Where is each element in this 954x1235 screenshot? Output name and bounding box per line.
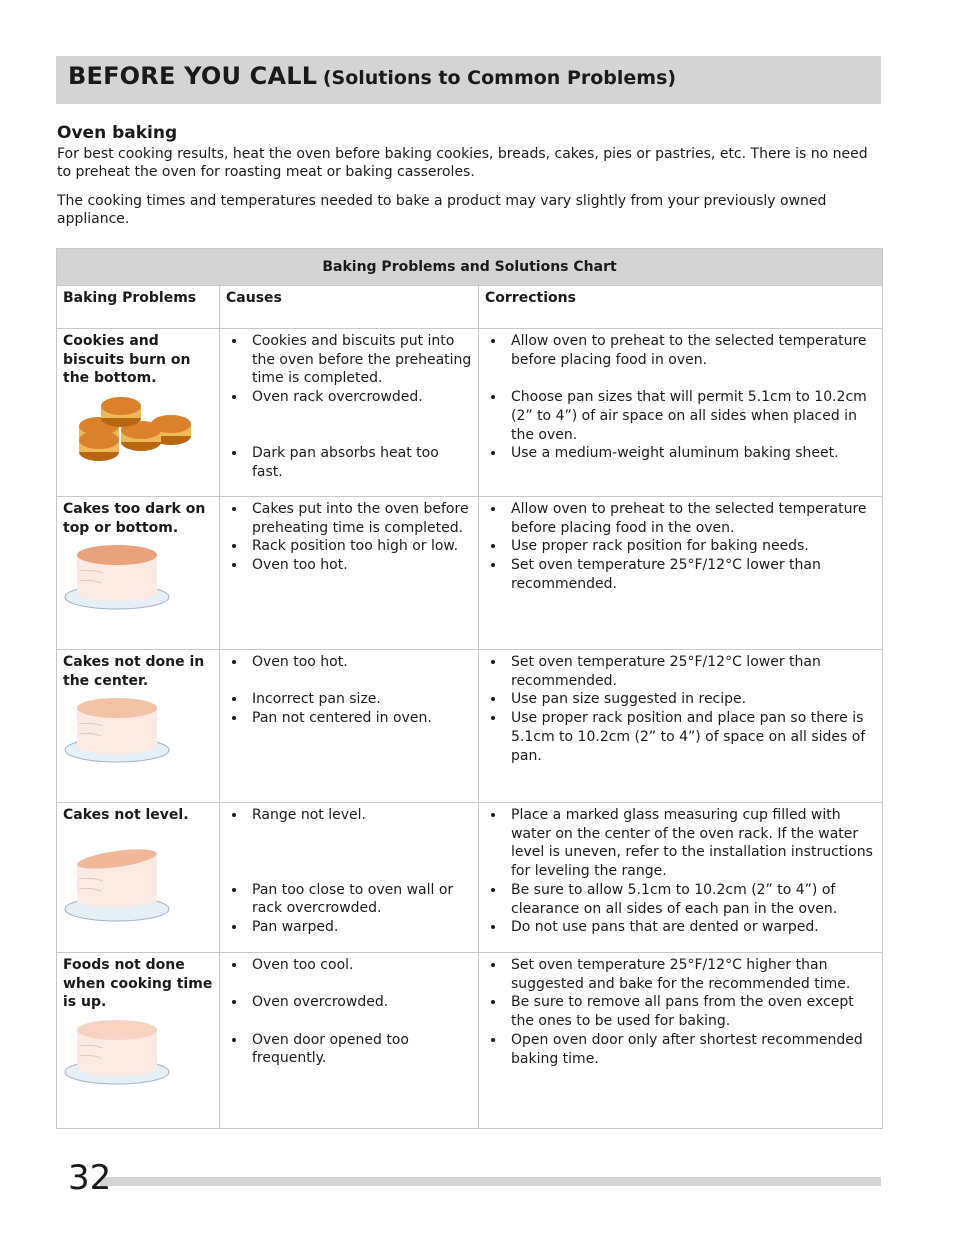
causes-cell xyxy=(220,329,479,497)
tilted-cake-icon xyxy=(63,845,175,925)
correction-item: • Open oven door only after shortest recommended baking time. xyxy=(506,1031,877,1068)
cause-item: • Cookies and biscuits put into the oven before the preheating time is completed. xyxy=(247,332,473,388)
cause-item: • Oven overcrowded. xyxy=(247,993,473,1012)
cause-item: • Oven too cool. xyxy=(247,956,473,975)
cake-icon xyxy=(63,1020,175,1086)
cause-item: • Pan too close to oven wall or rack overcrowded. xyxy=(247,881,473,918)
problem-label: Foods not done when cooking time is up. xyxy=(63,957,213,1011)
correction-item: • Allow oven to preheat to the selected temperature before placing food in oven. xyxy=(506,332,877,369)
correction-item: • Use proper rack position and place pan so there is 5.1cm to 10.2cm (2” to 4”) of space on all sides of pan. xyxy=(506,709,877,765)
problem-label: Cakes not level. xyxy=(63,807,189,823)
column-header-causes: Causes xyxy=(220,286,479,329)
chart-title: Baking Problems and Solutions Chart xyxy=(57,249,883,286)
header-bar xyxy=(56,56,881,104)
problem-label: Cakes too dark on top or bottom. xyxy=(63,501,206,536)
problem-cell xyxy=(57,650,220,803)
intro-paragraph-1: For best cooking results, heat the oven before baking cookies, breads, cakes, pies or pastries, etc. There is no need to preheat the oven for roasting meat or baking casseroles. xyxy=(57,146,868,180)
causes-cell xyxy=(220,953,479,1129)
page-title xyxy=(68,62,676,90)
intro-paragraph-2: The cooking times and temperatures needed to bake a product may vary slightly from your previously owned appliance. xyxy=(57,193,827,227)
correction-item: • Set oven temperature 25°F/12°C lower than recommended. xyxy=(506,556,877,593)
correction-item: • Set oven temperature 25°F/12°C lower than recommended. xyxy=(506,653,877,690)
table-row xyxy=(57,803,883,953)
cookies-icon xyxy=(63,396,203,464)
cause-item: • Pan warped. xyxy=(247,918,473,937)
cause-item: • Pan not centered in oven. xyxy=(247,709,473,728)
cause-item: • Range not level. xyxy=(247,806,473,825)
cause-item: • Incorrect pan size. xyxy=(247,690,473,709)
correction-item: • Do not use pans that are dented or warped. xyxy=(506,918,877,937)
table-row xyxy=(57,497,883,650)
cause-item: • Oven too hot. xyxy=(247,556,473,575)
cause-item: • Cakes put into the oven before preheating time is completed. xyxy=(247,500,473,537)
correction-item: • Use pan size suggested in recipe. xyxy=(506,690,877,709)
footer-rule xyxy=(100,1177,881,1186)
problem-cell xyxy=(57,953,220,1129)
corrections-cell xyxy=(479,953,883,1129)
problem-label: Cakes not done in the center. xyxy=(63,654,205,689)
cause-item: • Dark pan absorbs heat too fast. xyxy=(247,444,473,481)
section-title: Oven baking xyxy=(57,123,178,143)
cake-icon xyxy=(63,545,175,611)
correction-item: • Place a marked glass measuring cup filled with water on the center of the oven rack. If the water level is uneven, refer to the installation instructions for leveling the range. xyxy=(506,806,877,881)
problem-cell xyxy=(57,497,220,650)
cake-icon xyxy=(63,698,175,764)
cause-item: • Rack position too high or low. xyxy=(247,537,473,556)
table-row xyxy=(57,329,883,497)
causes-cell xyxy=(220,497,479,650)
causes-cell xyxy=(220,803,479,953)
table-row xyxy=(57,650,883,803)
correction-item: • Allow oven to preheat to the selected temperature before placing food in the oven. xyxy=(506,500,877,537)
correction-item: • Be sure to allow 5.1cm to 10.2cm (2” to 4”) of clearance on all sides of each pan in the oven. xyxy=(506,881,877,918)
causes-cell xyxy=(220,650,479,803)
correction-item: • Set oven temperature 25°F/12°C higher than suggested and bake for the recommended time. xyxy=(506,956,877,993)
baking-problems-table xyxy=(56,248,883,1129)
corrections-cell xyxy=(479,329,883,497)
page-number: 32 xyxy=(68,1158,112,1198)
page-title-sub: (Solutions to Common Problems) xyxy=(322,67,677,89)
column-header-problems: Baking Problems xyxy=(57,286,220,329)
cause-item: • Oven rack overcrowded. xyxy=(247,388,473,407)
correction-item: • Choose pan sizes that will permit 5.1cm to 10.2cm (2” to 4”) of air space on all sides when placed in the oven. xyxy=(506,388,877,444)
corrections-cell xyxy=(479,803,883,953)
column-header-corrections: Corrections xyxy=(479,286,883,329)
cause-item: • Oven too hot. xyxy=(247,653,473,672)
correction-item: • Be sure to remove all pans from the oven except the ones to be used for baking. xyxy=(506,993,877,1030)
problem-cell xyxy=(57,329,220,497)
corrections-cell xyxy=(479,497,883,650)
correction-item: • Use a medium-weight aluminum baking sheet. xyxy=(506,444,877,463)
cause-item: • Oven door opened too frequently. xyxy=(247,1031,473,1068)
correction-item: • Use proper rack position for baking needs. xyxy=(506,537,877,556)
corrections-cell xyxy=(479,650,883,803)
page-title-main: BEFORE YOU CALL xyxy=(68,62,318,90)
table-row xyxy=(57,953,883,1129)
problem-label: Cookies and biscuits burn on the bottom. xyxy=(63,333,191,387)
problem-cell xyxy=(57,803,220,953)
